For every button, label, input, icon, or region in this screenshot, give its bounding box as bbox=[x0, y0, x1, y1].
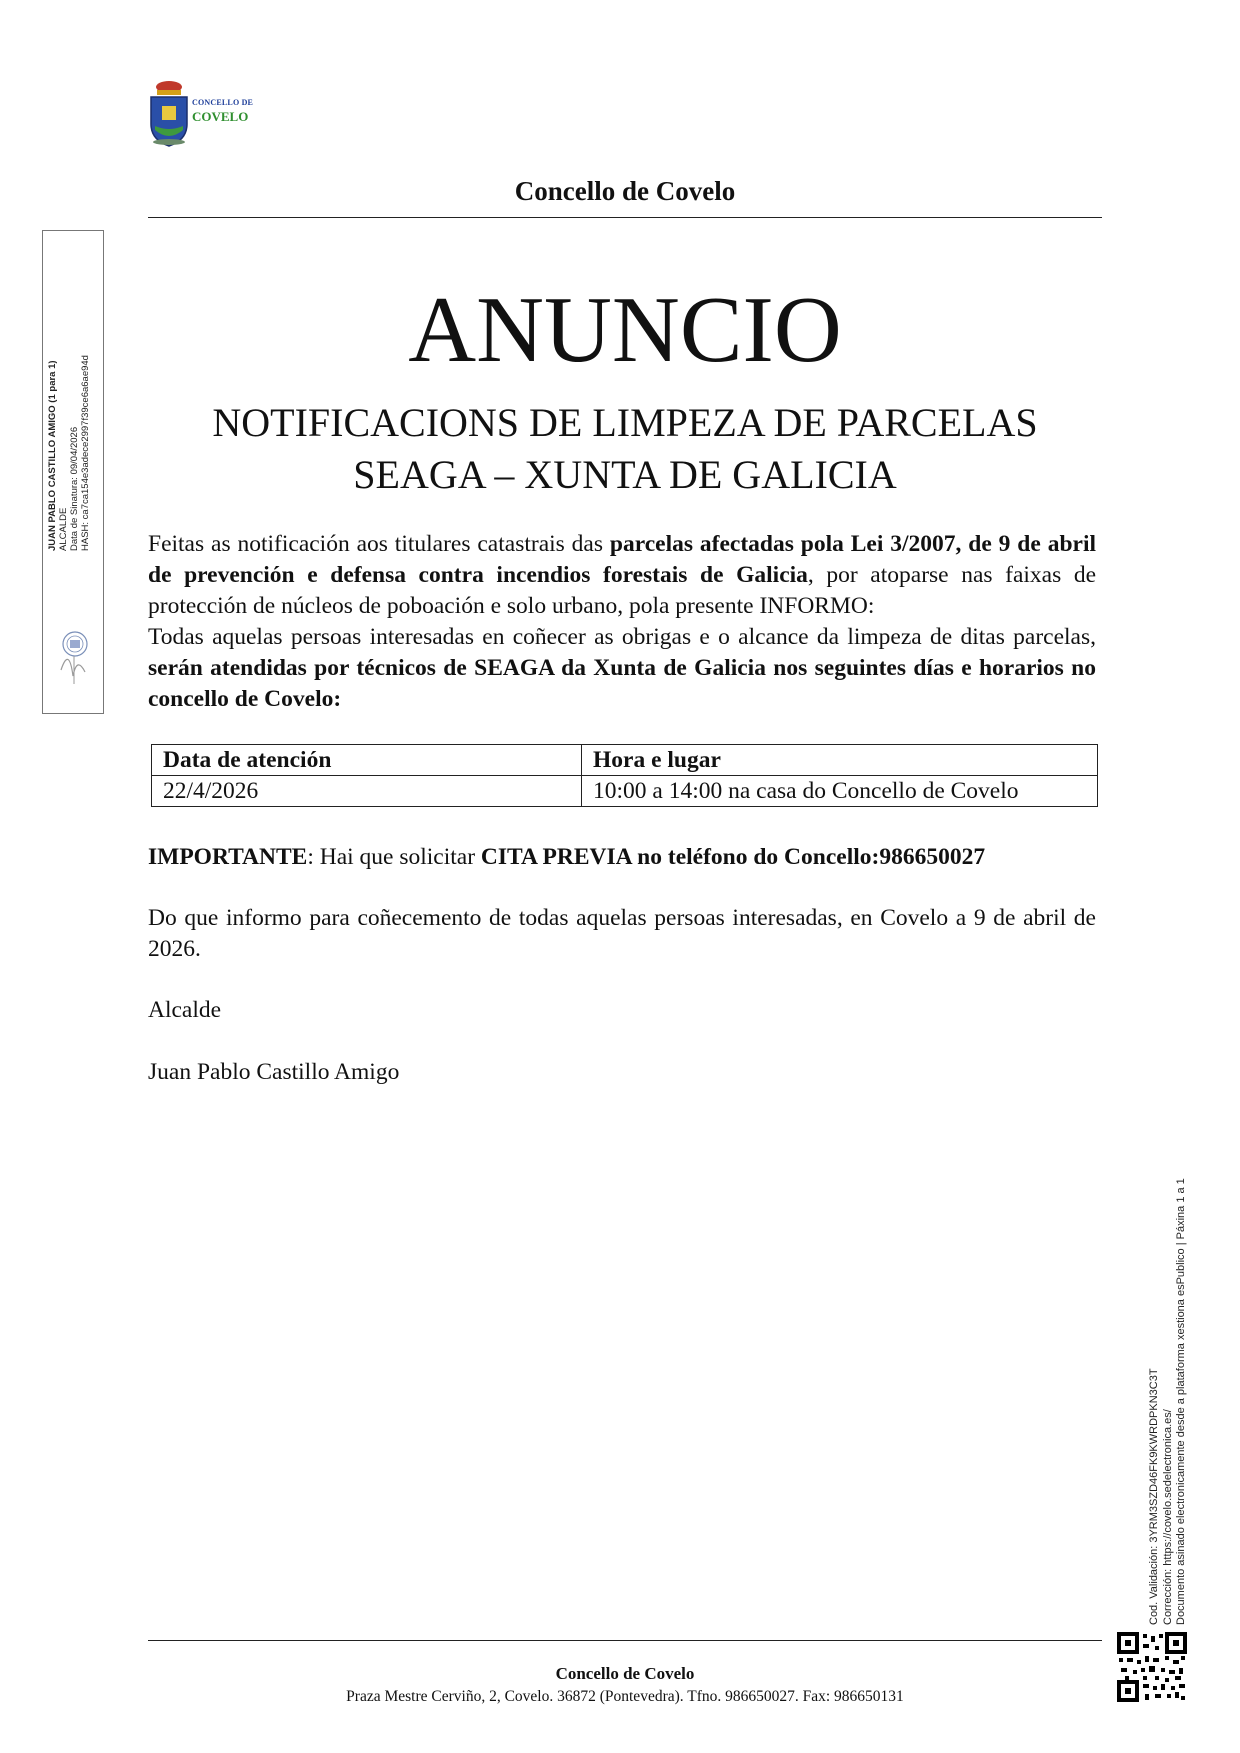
attention-table bbox=[151, 744, 1098, 807]
digital-signature-text bbox=[47, 69, 91, 551]
important-label: IMPORTANTE bbox=[148, 844, 308, 870]
table-cell-date: 22/4/2026 bbox=[152, 776, 582, 807]
footer-title: Concello de Covelo bbox=[555, 1664, 695, 1683]
qr-code-icon bbox=[1117, 1632, 1187, 1702]
important-notice bbox=[148, 842, 1096, 873]
header-title: Concello de Covelo bbox=[514, 176, 736, 206]
digital-signature-box bbox=[42, 230, 104, 714]
validation-url: Corrección: https://covelo.sedelectronica.es/ bbox=[1161, 1409, 1174, 1625]
validation-note: Documento asinado electronicamente desde a plataforma xestiona esPublico | Páxina 1 a 1 bbox=[1175, 1178, 1187, 1625]
concello-logo bbox=[148, 80, 268, 150]
body-text-intro: Feitas as notificación aos titulares catastrais das bbox=[148, 531, 610, 557]
signer-name: JUAN PABLO CASTILLO AMIGO (1 para 1) bbox=[47, 360, 58, 551]
body-text-law: parcelas afectadas pola Lei 3/2007, de 9 de abril de prevención e defensa contra incendios forestais de Galicia bbox=[148, 531, 1096, 588]
page-title: ANUNCIO bbox=[408, 278, 842, 382]
body-text-attention: Todas aquelas persoas interesadas en coñecer as obrigas e o alcance da limpeza de ditas parcelas, bbox=[148, 624, 1096, 650]
header-divider bbox=[148, 217, 1102, 218]
subtitle-line-1: NOTIFICACIONS DE LIMPEZA DE PARCELAS bbox=[212, 400, 1038, 445]
subtitle-line-2: SEAGA – XUNTA DE GALICIA bbox=[353, 452, 897, 497]
signature-role: Alcalde bbox=[148, 997, 222, 1023]
validation-code: Cod. Validación: 3YRM3SZD46FK9KWRDPKN3C3T bbox=[1148, 1368, 1160, 1625]
table-header-time-place: Hora e lugar bbox=[582, 745, 1098, 776]
important-phone: CITA PREVIA no teléfono do Concello:986650027 bbox=[480, 844, 986, 870]
table-row bbox=[152, 776, 1098, 807]
validation-text bbox=[1148, 1105, 1189, 1625]
signature-name: Juan Pablo Castillo Amigo bbox=[148, 1059, 400, 1085]
signature-date: Data de Sinatura: 09/04/2026 bbox=[69, 426, 80, 551]
table-header-date: Data de atención bbox=[152, 745, 582, 776]
signer-role: ALCALDE bbox=[58, 507, 69, 551]
important-text: : Hai que solicitar bbox=[307, 844, 481, 870]
body-text-reason: , por atoparse nas faixas de protección de núcleos de poboación e solo urbano, pola presente INFORMO: bbox=[148, 562, 1096, 619]
closing-paragraph: Do que informo para coñecemento de todas aquelas persoas interesadas, en Covelo a 9 de abril de 2026. bbox=[148, 905, 1096, 962]
signature-stamp-icon bbox=[55, 626, 93, 686]
footer-divider bbox=[148, 1640, 1102, 1641]
footer-address: Praza Mestre Cerviño, 2, Covelo. 36872 (Pontevedra). Tfno. 986650027. Fax: 986650131 bbox=[346, 1688, 904, 1705]
signature-hash: HASH: ca7ca154e3adece2997f39ce6a6ae94d bbox=[80, 355, 91, 551]
table-header-row bbox=[152, 745, 1098, 776]
table-cell-time-place: 10:00 a 14:00 na casa do Concello de Covelo bbox=[582, 776, 1098, 807]
logo-text-top: CONCELLO DE bbox=[192, 98, 254, 107]
coat-of-arms-icon bbox=[148, 80, 190, 148]
body-text-schedule: serán atendidas por técnicos de SEAGA da Xunta de Galicia nos seguintes días e horarios no concello de Covelo: bbox=[148, 655, 1096, 712]
logo-text-bottom: COVELO bbox=[192, 109, 249, 124]
announcement-body bbox=[148, 529, 1096, 715]
